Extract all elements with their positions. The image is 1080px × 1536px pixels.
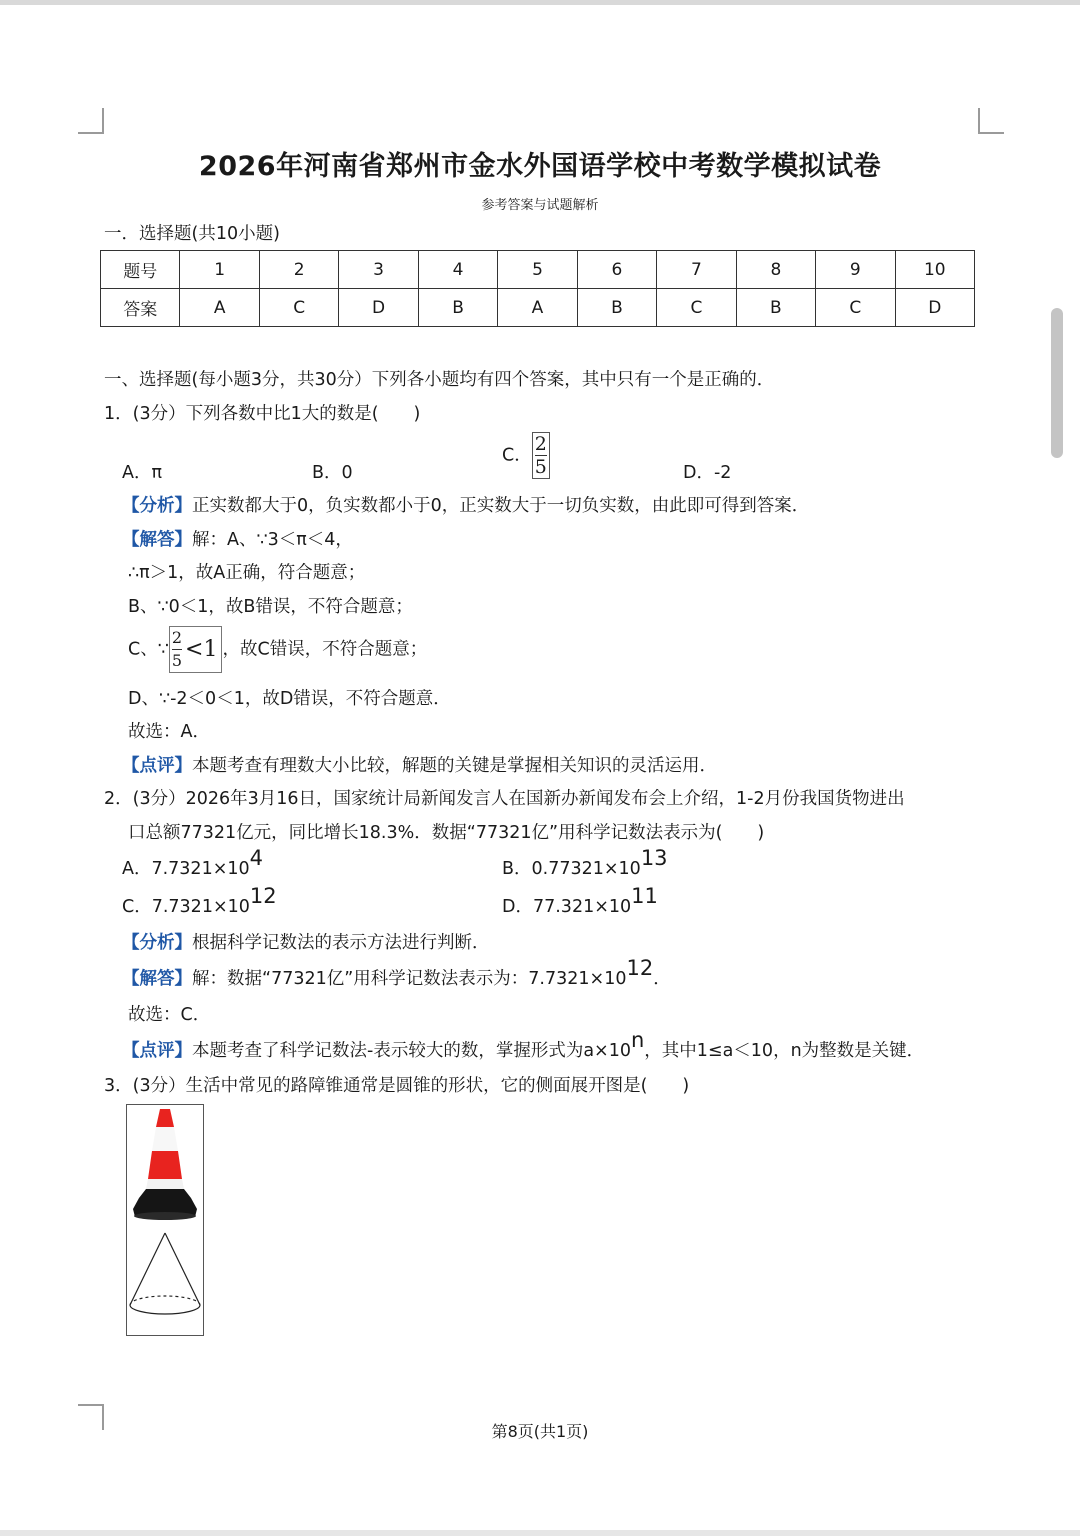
table-header-cell: 答案 — [101, 289, 180, 327]
table-header-cell: 题号 — [101, 251, 180, 289]
comment-text: 本题考查有理数大小比较，解题的关键是掌握相关知识的灵活运用． — [192, 756, 717, 776]
exponent: 4 — [249, 846, 264, 870]
q1-solution-line — [128, 626, 427, 673]
table-cell: D — [339, 289, 418, 327]
option-text: D．77.321×10 — [502, 897, 632, 917]
fraction — [532, 432, 550, 479]
q2-option-a — [122, 846, 264, 880]
answer-table-number-row — [101, 251, 975, 289]
analysis-text: 根据科学记数法的表示方法进行判断． — [192, 933, 490, 953]
table-cell: 4 — [418, 251, 497, 289]
q1-analysis — [122, 492, 809, 517]
q1-choose: 故选：A． — [128, 722, 210, 742]
solution-tag: 【解答】 — [122, 530, 192, 550]
table-cell: D — [895, 289, 974, 327]
answer-table — [100, 250, 975, 327]
fraction — [172, 627, 182, 672]
fraction-numerator: 2 — [534, 433, 547, 455]
table-cell: 1 — [180, 251, 259, 289]
q1-option-b: B．0 — [312, 463, 353, 483]
section-heading: 一．选择题(共10小题) — [104, 224, 280, 244]
q2-stem-line-1: 2．(3分）2026年3月16日，国家统计局新闻发言人在国新办新闻发布会上介绍，1-2月份我国货物进出 — [104, 789, 905, 809]
q1-option-c-label: C． — [502, 445, 532, 466]
q1-solution-line: ∴π＞1，故A正确，符合题意； — [128, 563, 366, 583]
page-footer: 第8页(共1页) — [491, 1422, 589, 1441]
less-than-one: <1 — [185, 637, 218, 662]
exponent: 12 — [626, 956, 654, 980]
q1-solution-line: B、∵0＜1，故B错误，不符合题意； — [128, 597, 413, 617]
table-cell: B — [418, 289, 497, 327]
q2-option-c — [122, 884, 277, 918]
analysis-text: 正实数都大于0，负实数都小于0，正实数大于一切负实数，由此即可得到答案． — [192, 496, 810, 516]
solution-text: 解：A、∵3＜π＜4， — [192, 530, 353, 550]
q1-comment — [122, 752, 717, 777]
option-text: B．0.77321×10 — [502, 859, 641, 879]
exponent: 13 — [640, 846, 668, 870]
q1-option-a: A．π — [122, 463, 163, 483]
table-cell: 10 — [895, 251, 974, 289]
table-cell: A — [180, 289, 259, 327]
solution-end: ． — [653, 969, 671, 989]
comment-text-end: ，其中1≤a＜10，n为整数是关键． — [644, 1041, 925, 1061]
q2-option-b — [502, 846, 668, 880]
crop-mark-top-right — [978, 108, 1004, 134]
vertical-scrollbar[interactable] — [1051, 308, 1063, 458]
solution-prefix: C、∵ — [128, 639, 169, 660]
table-cell: 3 — [339, 251, 418, 289]
q2-solution — [122, 956, 671, 990]
exponent: 11 — [631, 884, 658, 908]
q2-analysis — [122, 929, 490, 954]
fraction-denominator: 5 — [171, 651, 183, 670]
option-text: C．7.7321×10 — [122, 897, 250, 917]
crop-mark-top-left — [78, 108, 104, 134]
fraction-inequality — [169, 626, 223, 673]
solution-tag: 【解答】 — [122, 969, 192, 989]
comment-tag: 【点评】 — [122, 756, 192, 776]
comment-text: 本题考查了科学记数法-表示较大的数，掌握形式为a×10 — [192, 1041, 631, 1061]
exponent: 12 — [249, 884, 277, 908]
analysis-tag: 【分析】 — [122, 933, 192, 953]
q1-option-c — [502, 432, 550, 479]
analysis-tag: 【分析】 — [122, 496, 192, 516]
page-subtitle: 参考答案与试题解析 — [481, 198, 599, 213]
instructions: 一、选择题(每小题3分，共30分）下列各小题均有四个答案，其中只有一个是正确的． — [104, 370, 775, 390]
q1-stem: 1．(3分）下列各数中比1大的数是( ) — [104, 404, 421, 424]
table-cell: 8 — [736, 251, 815, 289]
table-cell: 6 — [577, 251, 656, 289]
table-cell: 2 — [259, 251, 338, 289]
q3-stem: 3．(3分）生活中常见的路障锥通常是圆锥的形状，它的侧面展开图是( ) — [104, 1076, 690, 1096]
answer-table-answer-row — [101, 289, 975, 327]
q2-option-d — [502, 884, 658, 918]
option-text: A．7.7321×10 — [122, 859, 250, 879]
table-cell: 9 — [816, 251, 895, 289]
traffic-cone-photo — [133, 1109, 197, 1220]
bottom-bar — [0, 1530, 1080, 1536]
solution-suffix: ，故C错误，不符合题意； — [222, 639, 428, 660]
cone-line-drawing — [130, 1233, 200, 1314]
q1-option-d: D．-2 — [683, 463, 732, 483]
q2-stem-line-2: 口总额77321亿元，同比增长18.3%．数据“77321亿”用科学记数法表示为( ) — [128, 823, 765, 843]
fraction-denominator: 5 — [534, 456, 547, 478]
exponent: n — [630, 1028, 645, 1052]
table-cell: A — [498, 289, 577, 327]
table-cell: B — [577, 289, 656, 327]
page-title: 2026年河南省郑州市金水外国语学校中考数学模拟试卷 — [198, 151, 882, 182]
solution-text: 解：数据“77321亿”用科学记数法表示为：7.7321×10 — [192, 969, 627, 989]
table-cell: B — [736, 289, 815, 327]
q2-choose: 故选：C． — [128, 1005, 211, 1025]
comment-tag: 【点评】 — [122, 1041, 192, 1061]
table-cell: 7 — [657, 251, 736, 289]
q1-solution-line: D、∵-2＜0＜1，故D错误，不符合题意． — [128, 689, 451, 709]
table-cell: C — [816, 289, 895, 327]
traffic-cone-figure — [126, 1104, 204, 1336]
table-cell: C — [657, 289, 736, 327]
q1-solution — [122, 526, 353, 551]
traffic-cone-illustration — [127, 1105, 203, 1335]
q2-comment — [122, 1028, 925, 1062]
fraction-numerator: 2 — [172, 627, 182, 650]
table-cell: 5 — [498, 251, 577, 289]
top-bar — [0, 0, 1080, 5]
table-cell: C — [259, 289, 338, 327]
